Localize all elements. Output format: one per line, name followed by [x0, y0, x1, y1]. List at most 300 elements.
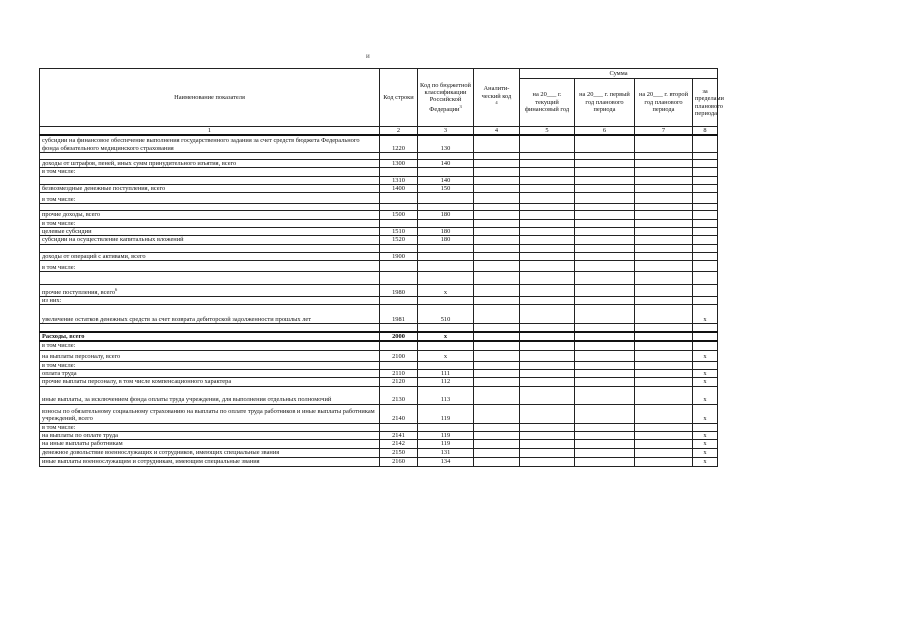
- row-label: [40, 423, 380, 431]
- row-code-text: 1500: [392, 211, 405, 219]
- row-beyond: [693, 228, 718, 236]
- row-first-year: [575, 272, 635, 285]
- row-beyond: [693, 184, 718, 192]
- row-second-year: [635, 423, 693, 431]
- row-kbk: [418, 350, 474, 361]
- row-beyond-text: x: [703, 432, 707, 440]
- row-cur-year: [520, 184, 575, 192]
- row-label: [40, 211, 380, 219]
- col-number: 8: [693, 127, 718, 136]
- table-row: [40, 244, 718, 252]
- row-code-text: 1520: [392, 236, 405, 244]
- row-cur-year: [520, 305, 575, 324]
- row-label-text: доходы от операций с активами, всего: [42, 252, 146, 260]
- row-code: [380, 440, 418, 448]
- row-kbk: [418, 176, 474, 184]
- row-code-text: 2000: [392, 332, 405, 340]
- row-cur-year: [520, 204, 575, 211]
- table-row: [40, 448, 718, 457]
- row-code-text: 2110: [392, 370, 405, 378]
- row-code: [380, 244, 418, 252]
- row-cur-year: [520, 176, 575, 184]
- row-first-year: [575, 135, 635, 152]
- row-code: [380, 168, 418, 176]
- row-code: [380, 211, 418, 219]
- row-first-year: [575, 341, 635, 350]
- row-kbk-text: 180: [440, 228, 451, 236]
- row-label: [40, 378, 380, 386]
- row-label-text: прочие доходы, всего: [42, 211, 101, 219]
- row-code: [380, 448, 418, 457]
- row-cur-year: [520, 159, 575, 167]
- row-code: [380, 305, 418, 324]
- row-beyond: [693, 305, 718, 324]
- row-second-year: [635, 432, 693, 440]
- row-cur-year: [520, 404, 575, 423]
- row-cur-year: [520, 272, 575, 285]
- table-row: [40, 423, 718, 431]
- col-number: 1: [40, 127, 380, 136]
- row-analytic: [474, 324, 520, 332]
- row-code-text: 1300: [392, 159, 405, 167]
- row-kbk-text: x: [443, 288, 448, 296]
- row-label-text: иные выплаты военнослужащим и сотрудникам, имеющим специальные звания: [42, 458, 260, 466]
- row-label: [40, 236, 380, 244]
- row-kbk-text: 111: [440, 370, 451, 378]
- row-kbk: [418, 228, 474, 236]
- row-second-year: [635, 324, 693, 332]
- table-row: [40, 341, 718, 350]
- row-code: [380, 184, 418, 192]
- table-row: [40, 159, 718, 167]
- row-label: [40, 432, 380, 440]
- row-beyond: [693, 378, 718, 386]
- row-label-text: доходы от штрафов, пеней, иных сумм принудительного изъятия, всего: [42, 159, 237, 167]
- table-row: [40, 285, 718, 297]
- row-second-year: [635, 361, 693, 369]
- row-second-year: [635, 404, 693, 423]
- row-first-year: [575, 378, 635, 386]
- row-code: [380, 341, 418, 350]
- row-label: [40, 244, 380, 252]
- table-row: [40, 432, 718, 440]
- row-code: [380, 176, 418, 184]
- row-first-year: [575, 244, 635, 252]
- row-second-year: [635, 204, 693, 211]
- row-first-year: [575, 252, 635, 260]
- row-second-year: [635, 244, 693, 252]
- row-kbk: [418, 378, 474, 386]
- row-beyond: [693, 244, 718, 252]
- table-row: [40, 228, 718, 236]
- row-second-year: [635, 448, 693, 457]
- row-second-year: [635, 332, 693, 341]
- row-kbk: [418, 305, 474, 324]
- row-analytic: [474, 432, 520, 440]
- row-label-text: на выплаты по оплате труда: [42, 432, 118, 440]
- table-row: [40, 440, 718, 448]
- row-label: [40, 361, 380, 369]
- table-row: [40, 261, 718, 272]
- row-kbk: [418, 297, 474, 305]
- row-label: [40, 252, 380, 260]
- row-code-text: 1981: [392, 316, 405, 324]
- row-second-year: [635, 176, 693, 184]
- row-analytic: [474, 193, 520, 204]
- row-code: [380, 204, 418, 211]
- row-kbk-text: 180: [440, 236, 451, 244]
- row-second-year: [635, 386, 693, 404]
- header-kbk-text: Код по бюджетной классификации Российской Федерации: [420, 81, 471, 113]
- row-first-year: [575, 297, 635, 305]
- row-kbk: [418, 184, 474, 192]
- row-label: [40, 228, 380, 236]
- table-row: [40, 211, 718, 219]
- row-cur-year: [520, 297, 575, 305]
- row-label: [40, 332, 380, 341]
- row-kbk-text: 510: [440, 316, 451, 324]
- table-header: [40, 69, 724, 136]
- table-row: [40, 305, 718, 324]
- header-code: Код строки: [380, 69, 418, 127]
- table-row: [40, 378, 718, 386]
- row-second-year: [635, 285, 693, 297]
- row-label: [40, 261, 380, 272]
- row-second-year: [635, 228, 693, 236]
- row-beyond: [693, 361, 718, 369]
- row-label-text: в том числе:: [42, 263, 76, 271]
- row-beyond-text: x: [703, 458, 707, 466]
- row-label: [40, 159, 380, 167]
- header-second-year: на 20___ г. второй год планового периода: [635, 79, 693, 127]
- row-second-year: [635, 272, 693, 285]
- row-first-year: [575, 261, 635, 272]
- row-beyond: [693, 261, 718, 272]
- table-row: [40, 176, 718, 184]
- row-second-year: [635, 236, 693, 244]
- row-first-year: [575, 219, 635, 227]
- row-kbk: [418, 252, 474, 260]
- row-label-text: взносы по обязательному социальному страхованию на выплаты по оплате труда работников и иные выплаты работникам учреждений, всего: [42, 408, 375, 423]
- row-code: [380, 361, 418, 369]
- row-code: [380, 378, 418, 386]
- row-code: [380, 285, 418, 297]
- col-number: 3: [418, 127, 474, 136]
- row-kbk-text: 150: [440, 184, 451, 192]
- row-kbk-text: 140: [440, 159, 451, 167]
- row-analytic: [474, 261, 520, 272]
- row-analytic: [474, 350, 520, 361]
- row-first-year: [575, 423, 635, 431]
- row-first-year: [575, 448, 635, 457]
- row-label: [40, 168, 380, 176]
- row-label: [40, 285, 380, 297]
- row-label: [40, 370, 380, 378]
- row-code: [380, 135, 418, 152]
- row-code-text: 2130: [392, 396, 405, 404]
- row-code: [380, 272, 418, 285]
- row-analytic: [474, 272, 520, 285]
- row-cur-year: [520, 440, 575, 448]
- row-label-text: субсидии на финансовое обеспечение выполнения государственного задания за счет средств бюджета Федерального фонда обязательного медицинского страхования: [42, 137, 360, 152]
- row-analytic: [474, 152, 520, 159]
- table-row: [40, 332, 718, 341]
- row-code-text: 2120: [392, 378, 405, 386]
- row-label-text: прочие выплаты персоналу, в том числе компенсационного характера: [42, 378, 232, 386]
- row-analytic: [474, 176, 520, 184]
- row-kbk: [418, 261, 474, 272]
- row-cur-year: [520, 324, 575, 332]
- row-first-year: [575, 305, 635, 324]
- table-row: [40, 252, 718, 260]
- row-note: 6: [115, 286, 118, 292]
- row-kbk-text: x: [443, 332, 448, 340]
- row-code-text: 2142: [392, 440, 405, 448]
- row-beyond: [693, 440, 718, 448]
- row-kbk: [418, 324, 474, 332]
- table-body: [40, 135, 718, 466]
- row-code-text: 1510: [392, 228, 405, 236]
- row-analytic: [474, 219, 520, 227]
- header-kbk-note: 3: [459, 103, 462, 109]
- row-label: [40, 404, 380, 423]
- row-cur-year: [520, 361, 575, 369]
- row-label-text: безвозмездные денежные поступления, всего: [42, 184, 166, 192]
- row-analytic: [474, 168, 520, 176]
- row-code: [380, 219, 418, 227]
- row-kbk-text: 130: [440, 144, 451, 152]
- table-row: [40, 457, 718, 466]
- row-kbk-text: 140: [440, 176, 451, 184]
- row-beyond: [693, 370, 718, 378]
- row-code: [380, 324, 418, 332]
- row-code: [380, 432, 418, 440]
- row-kbk-text: 180: [440, 211, 451, 219]
- row-beyond: [693, 324, 718, 332]
- row-code-text: 1220: [392, 144, 405, 152]
- table-row: [40, 204, 718, 211]
- row-kbk-text: 119: [440, 440, 451, 448]
- row-label: [40, 341, 380, 350]
- row-beyond-text: x: [703, 370, 707, 378]
- row-beyond: [693, 332, 718, 341]
- row-first-year: [575, 176, 635, 184]
- row-second-year: [635, 297, 693, 305]
- row-cur-year: [520, 341, 575, 350]
- plan-table: [39, 68, 724, 467]
- row-beyond: [693, 272, 718, 285]
- row-label: [40, 324, 380, 332]
- row-label-text: иные выплаты, за исключением фонда оплаты труда учреждения, для выполнения отдельных полномочий: [42, 396, 332, 404]
- row-label-text: Расходы, всего: [42, 332, 85, 340]
- row-analytic: [474, 228, 520, 236]
- row-beyond-text: x: [703, 396, 707, 404]
- row-label-text: на иные выплаты работникам: [42, 440, 123, 448]
- row-kbk-text: 112: [440, 378, 451, 386]
- row-second-year: [635, 193, 693, 204]
- row-code: [380, 404, 418, 423]
- row-analytic: [474, 386, 520, 404]
- row-kbk: [418, 423, 474, 431]
- row-beyond: [693, 168, 718, 176]
- row-beyond: [693, 432, 718, 440]
- row-first-year: [575, 324, 635, 332]
- row-label-text: на выплаты персоналу, всего: [42, 353, 121, 361]
- row-analytic: [474, 440, 520, 448]
- row-code-text: 1980: [392, 288, 405, 296]
- row-first-year: [575, 168, 635, 176]
- row-kbk: [418, 204, 474, 211]
- table-row: [40, 404, 718, 423]
- col-number: 5: [520, 127, 575, 136]
- row-kbk: [418, 285, 474, 297]
- row-analytic: [474, 341, 520, 350]
- row-analytic: [474, 361, 520, 369]
- row-analytic: [474, 378, 520, 386]
- row-first-year: [575, 285, 635, 297]
- row-code-text: 2141: [392, 432, 405, 440]
- row-kbk: [418, 404, 474, 423]
- row-beyond: [693, 285, 718, 297]
- row-first-year: [575, 457, 635, 466]
- header-kbk: [418, 69, 474, 127]
- row-kbk: [418, 236, 474, 244]
- row-cur-year: [520, 378, 575, 386]
- row-label-text: прочие поступления, всего: [42, 288, 116, 296]
- row-analytic: [474, 448, 520, 457]
- row-beyond: [693, 135, 718, 152]
- row-second-year: [635, 211, 693, 219]
- table-row: [40, 236, 718, 244]
- row-first-year: [575, 332, 635, 341]
- row-cur-year: [520, 168, 575, 176]
- row-label: [40, 297, 380, 305]
- row-analytic: [474, 236, 520, 244]
- table-row: [40, 193, 718, 204]
- row-code-text: 2140: [392, 415, 405, 423]
- row-label-text: в том числе:: [42, 423, 76, 431]
- header-sum: Сумма: [520, 69, 718, 79]
- row-kbk: [418, 341, 474, 350]
- row-beyond: [693, 219, 718, 227]
- row-second-year: [635, 378, 693, 386]
- row-cur-year: [520, 219, 575, 227]
- row-kbk-text: 119: [440, 415, 451, 423]
- row-analytic: [474, 135, 520, 152]
- row-beyond-text: x: [703, 449, 707, 457]
- row-beyond: [693, 159, 718, 167]
- row-second-year: [635, 252, 693, 260]
- row-label: [40, 350, 380, 361]
- table-row: [40, 386, 718, 404]
- row-cur-year: [520, 386, 575, 404]
- row-code-text: 1310: [392, 176, 405, 184]
- row-label-text: в том числе:: [42, 195, 76, 203]
- row-label-text: денежное довольствие военнослужащих и сотрудников, имеющих специальные звания: [42, 449, 280, 457]
- row-cur-year: [520, 193, 575, 204]
- row-kbk: [418, 135, 474, 152]
- row-cur-year: [520, 423, 575, 431]
- row-beyond: [693, 448, 718, 457]
- row-label: [40, 386, 380, 404]
- row-analytic: [474, 305, 520, 324]
- col-number: 2: [380, 127, 418, 136]
- row-kbk: [418, 370, 474, 378]
- row-cur-year: [520, 457, 575, 466]
- row-kbk: [418, 448, 474, 457]
- row-analytic: [474, 252, 520, 260]
- row-code: [380, 332, 418, 341]
- row-first-year: [575, 361, 635, 369]
- row-label: [40, 184, 380, 192]
- row-kbk: [418, 168, 474, 176]
- row-code: [380, 193, 418, 204]
- row-cur-year: [520, 228, 575, 236]
- col-number: 6: [575, 127, 635, 136]
- row-cur-year: [520, 370, 575, 378]
- row-first-year: [575, 440, 635, 448]
- row-first-year: [575, 432, 635, 440]
- row-analytic: [474, 404, 520, 423]
- row-second-year: [635, 168, 693, 176]
- row-first-year: [575, 404, 635, 423]
- header-first-year: на 20___ г. первый год планового периода: [575, 79, 635, 127]
- header-cur-year: на 20___ г. текущий финансовый год: [520, 79, 575, 127]
- row-code: [380, 370, 418, 378]
- row-beyond: [693, 236, 718, 244]
- row-first-year: [575, 184, 635, 192]
- row-analytic: [474, 184, 520, 192]
- row-code: [380, 297, 418, 305]
- row-beyond: [693, 152, 718, 159]
- row-beyond: [693, 423, 718, 431]
- row-second-year: [635, 261, 693, 272]
- row-beyond: [693, 297, 718, 305]
- row-analytic: [474, 370, 520, 378]
- row-analytic: [474, 211, 520, 219]
- row-analytic: [474, 244, 520, 252]
- table-row: [40, 324, 718, 332]
- row-label-text: в том числе:: [42, 342, 76, 350]
- row-second-year: [635, 219, 693, 227]
- table-row: [40, 184, 718, 192]
- row-cur-year: [520, 448, 575, 457]
- table-row: [40, 297, 718, 305]
- row-code: [380, 152, 418, 159]
- row-label: [40, 152, 380, 159]
- table-row: [40, 168, 718, 176]
- table-row: [40, 370, 718, 378]
- col-number: 4: [474, 127, 520, 136]
- row-code: [380, 252, 418, 260]
- row-label: [40, 204, 380, 211]
- row-label: [40, 176, 380, 184]
- row-first-year: [575, 193, 635, 204]
- row-beyond: [693, 252, 718, 260]
- table-row: [40, 361, 718, 369]
- row-label-text: в том числе:: [42, 168, 76, 176]
- row-kbk: [418, 152, 474, 159]
- row-first-year: [575, 204, 635, 211]
- row-kbk-text: 134: [440, 458, 451, 466]
- row-second-year: [635, 350, 693, 361]
- row-first-year: [575, 228, 635, 236]
- row-kbk: [418, 244, 474, 252]
- row-kbk: [418, 386, 474, 404]
- row-kbk: [418, 440, 474, 448]
- header-beyond: за пределами планового периода: [693, 79, 718, 127]
- row-kbk-text: 119: [440, 432, 451, 440]
